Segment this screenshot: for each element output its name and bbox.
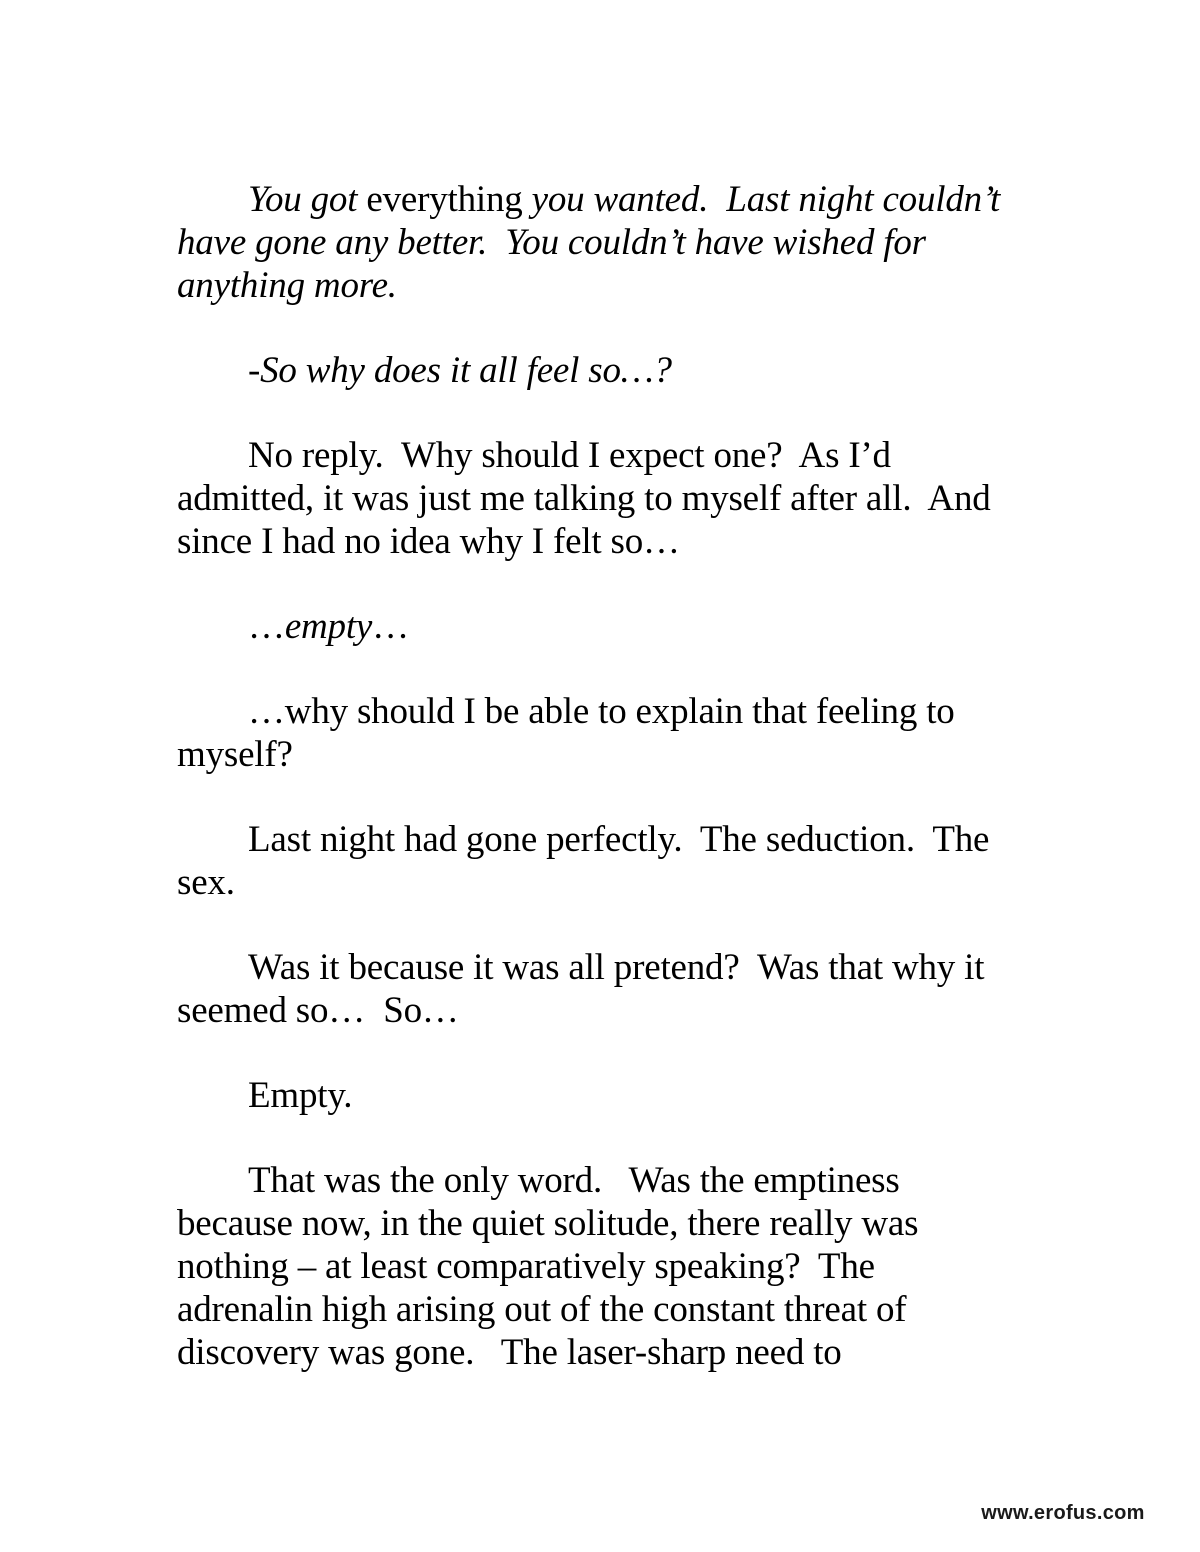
text-line [177, 946, 1037, 989]
text-run: No reply. Why should I expect one? As I’d [248, 435, 891, 476]
watermark: www.erofus.com [958, 1498, 1168, 1528]
text-line [177, 264, 1037, 307]
italic-text-run: empty [284, 606, 373, 647]
text-run: admitted, it was just me talking to myself after all. And [177, 478, 991, 519]
text-run: discovery was gone. The laser-sharp need to [177, 1332, 842, 1373]
italic-text-run: you wanted. Last night couldn’t [531, 179, 1001, 220]
text-line [177, 733, 1037, 776]
text-line [177, 221, 1037, 264]
paragraph [177, 605, 1037, 648]
paragraph [177, 1074, 1037, 1117]
text-run: Last night had gone perfectly. The seduction. The [248, 819, 990, 860]
paragraph-gap [177, 648, 1037, 690]
text-run: since I had no idea why I felt so… [177, 521, 680, 562]
paragraph [177, 178, 1037, 307]
paragraph [177, 946, 1037, 1032]
paragraph-gap [177, 1117, 1037, 1159]
text-line [177, 818, 1037, 861]
paragraph [177, 818, 1037, 904]
paragraph-gap [177, 776, 1037, 818]
text-line [177, 989, 1037, 1032]
italic-text-run: -So why does it all feel so…? [248, 350, 672, 391]
text-line [177, 178, 1037, 221]
paragraph-gap [177, 1032, 1037, 1074]
paragraph-gap [177, 904, 1037, 946]
italic-text-run: You got [248, 179, 358, 220]
text-run: That was the only word. Was the emptiness [248, 1160, 900, 1201]
text-line [177, 349, 1037, 392]
paragraph [177, 690, 1037, 776]
text-run: nothing – at least comparatively speaking? The [177, 1246, 875, 1287]
text-run: adrenalin high arising out of the constant threat of [177, 1289, 907, 1330]
text-line [177, 1331, 1037, 1374]
text-run: sex. [177, 862, 235, 903]
paragraph-gap [177, 392, 1037, 434]
text-run: … [372, 606, 409, 647]
text-run: Empty. [248, 1075, 353, 1116]
text-line [177, 605, 1037, 648]
text-line [177, 520, 1037, 563]
text-run: because now, in the quiet solitude, there really was [177, 1203, 919, 1244]
text-run: Was it because it was all pretend? Was that why it [248, 947, 985, 988]
italic-text-run: anything more. [177, 265, 397, 306]
text-line [177, 434, 1037, 477]
text-line [177, 477, 1037, 520]
text-line [177, 1288, 1037, 1331]
italic-text-run: have gone any better. You couldn’t have wished for [177, 222, 926, 263]
paragraph-gap [177, 307, 1037, 349]
text-run: seemed so… So… [177, 990, 459, 1031]
paragraph [177, 349, 1037, 392]
text-line [177, 1159, 1037, 1202]
text-line [177, 1245, 1037, 1288]
text-line [177, 1202, 1037, 1245]
text-line [177, 1074, 1037, 1117]
text-run: everything [357, 179, 532, 220]
text-line [177, 690, 1037, 733]
paragraph [177, 434, 1037, 563]
text-run: …why should I be able to explain that feeling to [248, 691, 955, 732]
paragraph [177, 1159, 1037, 1374]
text-line [177, 861, 1037, 904]
text-run: … [248, 606, 285, 647]
story-text [177, 178, 1037, 1374]
paragraph-gap [177, 563, 1037, 605]
text-run: myself? [177, 734, 293, 775]
